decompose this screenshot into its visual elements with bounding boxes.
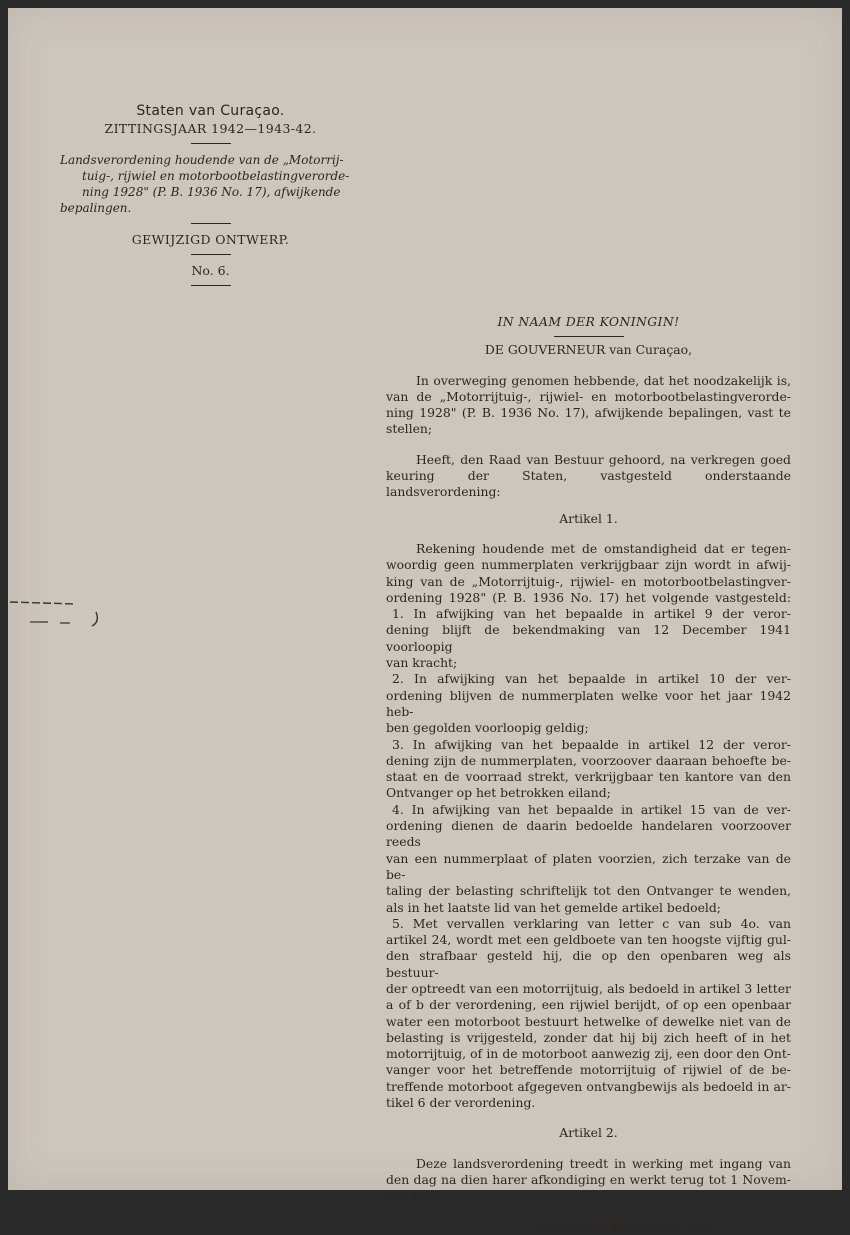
text-line: Rekening houdende met de omstandigheid dat er tegen- xyxy=(416,540,791,556)
text-line: In overweging genomen hebbende, dat het noodzakelijk is, xyxy=(416,372,791,388)
text-line: 4. In afwijking van het bepaalde in artikel 15 van de ver- xyxy=(392,801,791,817)
text-line: water een motorboot bestuurt hetwelke of dewelke niet van de xyxy=(386,1013,791,1029)
document-number: No. 6. xyxy=(191,263,230,278)
subject-line: ning 1928" (P. B. 1936 No. 17), afwijkende xyxy=(82,185,341,199)
text-line: dening zijn de nummerplaten, voorzoover daaraan behoefte be- xyxy=(386,752,791,768)
text-line: 1. In afwijking van het bepaalde in artikel 9 der veror- xyxy=(392,606,791,622)
text-line: woordig geen nummerplaten verkrijgbaar zijn wordt in afwij- xyxy=(386,557,791,573)
organization-title: Staten van Curaçao. xyxy=(136,103,285,119)
session-year: ZITTINGSJAAR 1942—1943-42. xyxy=(104,121,317,136)
text-line: den strafbaar gesteld hij, die op den openbaren weg als bestuur- xyxy=(386,948,791,980)
text-line: stellen; xyxy=(386,421,433,437)
preamble-paragraph xyxy=(386,373,791,438)
subject-text xyxy=(58,152,363,216)
subject-line: bepalingen. xyxy=(60,201,132,215)
text-line: vanger voor het betreffende motorrijtuig of rijwiel of de be- xyxy=(386,1062,791,1078)
text-line: ordening dienen de daarin bedoelde handelaren voorzoover reeds xyxy=(386,818,791,850)
text-line: van een nummerplaat of platen voorzien, zich terzake van de be- xyxy=(386,850,791,882)
text-line: ben gegolden voorloopig geldig; xyxy=(386,720,589,736)
article-2-heading: Artikel 2. xyxy=(559,1125,618,1141)
enacting-paragraph xyxy=(386,452,791,501)
text-line: artikel 24, wordt met een geldboete van ten hoogste vijftig gul- xyxy=(386,932,791,948)
text-line: keuring der Staten, vastgesteld onderstaande landsverordening: xyxy=(386,468,791,500)
text-line: van de „Motorrijtuig-, rijwiel- en motorbootbelastingverorde- xyxy=(386,388,791,404)
text-line: den dag na dien harer afkondiging en werkt terug tot 1 Novem- xyxy=(386,1171,791,1187)
draft-label: GEWIJZIGD ONTWERP. xyxy=(131,232,290,247)
document-heading: IN NAAM DER KONINGIN! xyxy=(497,314,680,329)
text-line: van kracht; xyxy=(386,655,458,671)
text-line: Deze landsverordening treedt in werking met ingang van xyxy=(416,1155,791,1171)
document-page xyxy=(8,8,842,1234)
article-1-text xyxy=(386,541,791,1111)
text-line: king van de „Motorrijtuig-, rijwiel- en motorbootbelastingver- xyxy=(386,573,791,589)
text-line: 3. In afwijking van het bepaalde in artikel 12 der veror- xyxy=(392,736,791,752)
text-line: belasting is vrijgesteld, zonder dat hij bij zich heeft of in het xyxy=(386,1029,791,1045)
margin-marks xyxy=(8,598,108,638)
governor-line: DE GOUVERNEUR van Curaçao, xyxy=(484,342,693,358)
divider xyxy=(191,285,231,286)
subject-line: tuig-, rijwiel en motorbootbelastingverorde- xyxy=(82,169,350,183)
body-column xyxy=(386,314,791,1235)
text-line: ordening blijven de nummerplaten welke voor het jaar 1942 heb- xyxy=(386,687,791,719)
text-line: staat en de voorraad strekt, verkrijgbaar ten kantore van den xyxy=(386,769,791,785)
header-block xyxy=(58,103,363,294)
text-line: dening blijft de bekendmaking van 12 December 1941 voorloopig xyxy=(386,622,791,654)
text-line: 5. Met vervallen verklaring van letter c van sub 4o. van xyxy=(392,915,791,931)
text-line: tikel 6 der verordening. xyxy=(386,1095,536,1111)
divider xyxy=(554,336,624,337)
text-line: ordening 1928" (P. B. 1936 No. 17) het volgende vastgesteld: xyxy=(386,589,791,605)
text-line: Heeft, den Raad van Bestuur gehoord, na verkregen goed xyxy=(416,451,791,467)
text-line: a of b der verordening, een rijwiel berijdt, of op een openbaar xyxy=(386,997,791,1013)
article-2-text xyxy=(386,1156,791,1205)
text-line: ning 1928" (P. B. 1936 No. 17), afwijkende bepalingen, vast te xyxy=(386,405,791,421)
text-line: Ontvanger op het betrokken eiland; xyxy=(386,785,611,801)
divider xyxy=(191,254,231,255)
text-line: ber 1942. xyxy=(386,1188,447,1204)
text-line: taling der belasting schriftelijk tot den Ontvanger te wenden, xyxy=(386,883,791,899)
text-line: treffende motorboot afgegeven ontvangbewijs als bedoeld in ar- xyxy=(386,1078,791,1094)
text-line: 2. In afwijking van het bepaalde in artikel 10 der ver- xyxy=(392,671,791,687)
closing-line: Gegeven te Willemstad, den xyxy=(536,1218,713,1234)
text-line: motorrijtuig, of in de motorboot aanwezig zij, een door den Ont- xyxy=(386,1046,791,1062)
text-line: als in het laatste lid van het gemelde artikel bedoeld; xyxy=(386,899,721,915)
divider xyxy=(191,223,231,224)
divider xyxy=(191,143,231,144)
text-line: der optreedt van een motorrijtuig, als bedoeld in artikel 3 letter xyxy=(386,980,791,996)
subject-line: Landsverordening houdende van de „Motorrij- xyxy=(60,153,344,167)
article-1-heading: Artikel 1. xyxy=(559,510,618,526)
